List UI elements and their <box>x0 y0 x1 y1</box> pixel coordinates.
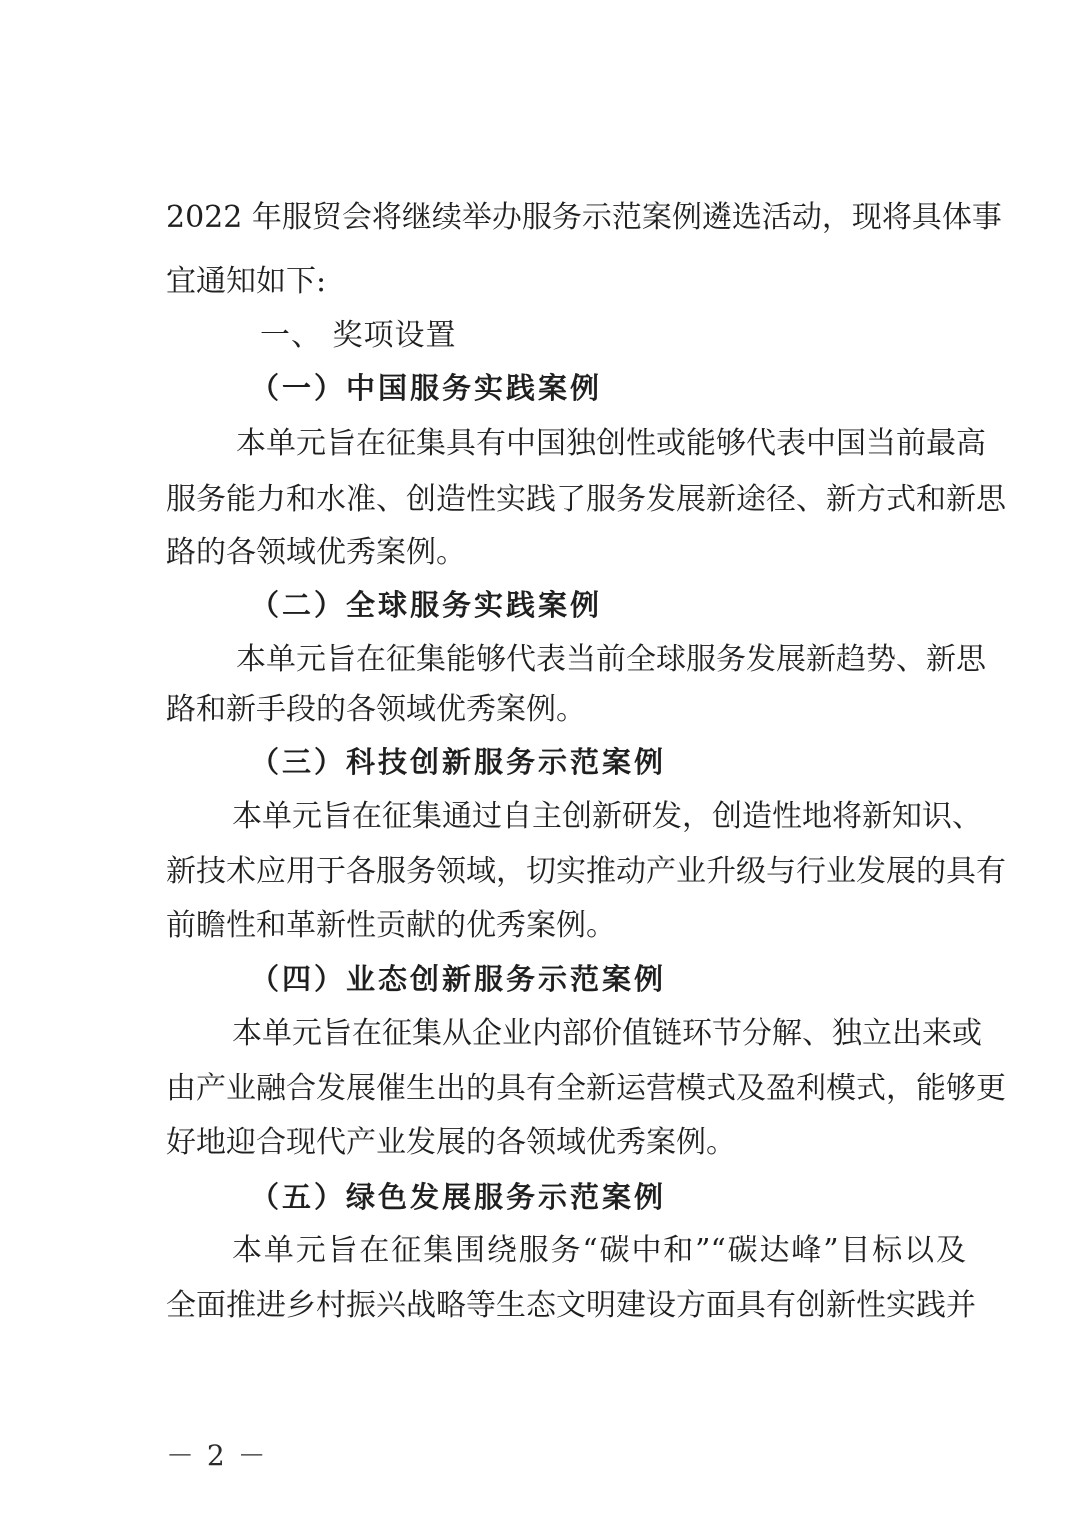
paragraph-1-line-2: 服务能力和水准、创造性实践了服务发展新途径、新方式和新思 <box>166 482 1006 517</box>
paragraph-5-line-2: 全面推进乡村振兴战略等生态文明建设方面具有创新性实践并 <box>166 1288 976 1323</box>
subsection-heading-3: （三）科技创新服务示范案例 <box>250 745 667 779</box>
paragraph-4-line-2: 由产业融合发展催生出的具有全新运营模式及盈利模式，能够更 <box>166 1071 1006 1106</box>
subsection-heading-5: （五）绿色发展服务示范案例 <box>250 1180 667 1214</box>
section-title: 一、 奖项设置 <box>260 318 457 353</box>
paragraph-2-line-1: 本单元旨在征集能够代表当前全球服务发展新趋势、新思 <box>236 642 986 677</box>
paragraph-4-line-3: 好地迎合现代产业发展的各领域优秀案例。 <box>166 1125 736 1160</box>
paragraph-1-line-3: 路的各领域优秀案例。 <box>166 535 466 570</box>
paragraph-4-line-1: 本单元旨在征集从企业内部价值链环节分解、独立出来或 <box>232 1016 982 1051</box>
subsection-heading-4: （四）业态创新服务示范案例 <box>250 962 667 996</box>
subsection-heading-2: （二）全球服务实践案例 <box>250 588 603 622</box>
paragraph-5-line-1: 本单元旨在征集围绕服务“碳中和”“碳达峰”目标以及 <box>232 1233 966 1268</box>
subsection-heading-1: （一）中国服务实践案例 <box>250 371 603 405</box>
paragraph-3-line-1: 本单元旨在征集通过自主创新研发，创造性地将新知识、 <box>232 799 982 834</box>
intro-line-2: 宜通知如下: <box>166 264 327 299</box>
intro-line-1: 2022 年服贸会将继续举办服务示范案例遴选活动，现将具体事 <box>166 200 1002 235</box>
paragraph-2-line-2: 路和新手段的各领域优秀案例。 <box>166 692 586 727</box>
paragraph-3-line-2: 新技术应用于各服务领域，切实推动产业升级与行业发展的具有 <box>166 854 1006 889</box>
page-number: － 2 － <box>166 1439 268 1472</box>
paragraph-1-line-1: 本单元旨在征集具有中国独创性或能够代表中国当前最高 <box>236 426 986 461</box>
paragraph-3-line-3: 前瞻性和革新性贡献的优秀案例。 <box>166 908 616 943</box>
